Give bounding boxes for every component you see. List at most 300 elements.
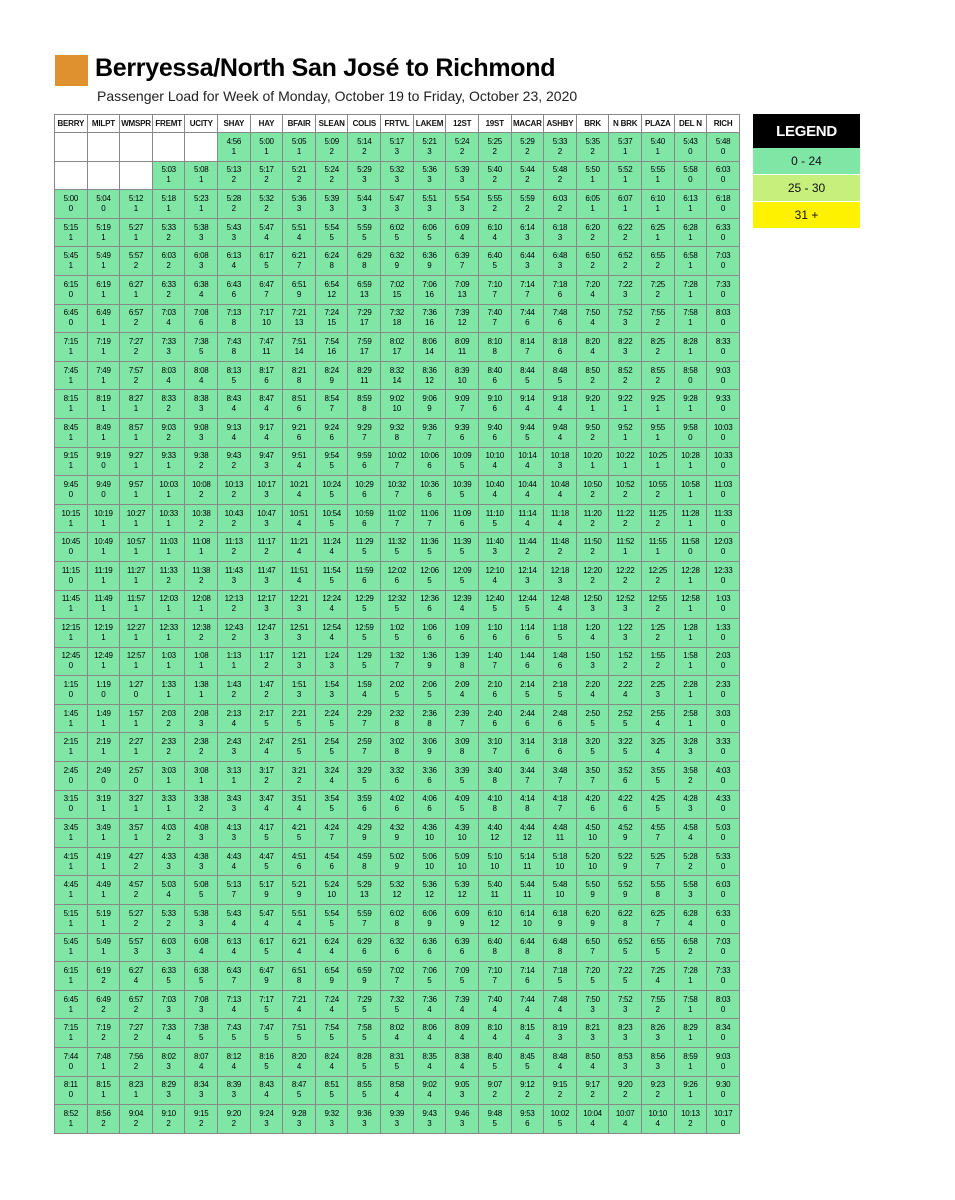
departure-cell xyxy=(478,933,511,962)
departure-time: 6:43 xyxy=(226,279,242,289)
departure-cell xyxy=(55,819,88,848)
departure-time: 6:17 xyxy=(259,251,274,261)
departure-time: 4:24 xyxy=(324,823,339,833)
departure-time: 5:32 xyxy=(389,165,405,175)
departure-time: 6:09 xyxy=(454,222,470,232)
passenger-load: 1 xyxy=(68,232,74,242)
departure-time: 9:24 xyxy=(259,1108,274,1118)
departure-time: 5:25 xyxy=(487,136,502,146)
trip-row xyxy=(55,704,740,733)
station-header: ASHBY xyxy=(544,115,577,133)
passenger-load: 9 xyxy=(394,261,400,271)
departure-cell xyxy=(641,847,674,876)
departure-time: 2:20 xyxy=(585,680,600,690)
passenger-load: 3 xyxy=(557,232,563,242)
station-header: BERRY xyxy=(55,115,88,133)
departure-time: 10:50 xyxy=(583,479,602,489)
departure-cell xyxy=(381,247,414,276)
passenger-load: 5 xyxy=(427,232,432,242)
departure-cell xyxy=(55,619,88,648)
departure-cell xyxy=(250,733,283,762)
departure-cell xyxy=(446,819,479,848)
departure-time: 9:47 xyxy=(259,451,274,461)
departure-time: 7:14 xyxy=(520,966,535,976)
departure-time: 6:33 xyxy=(161,966,176,976)
departure-cell xyxy=(381,190,414,219)
departure-cell xyxy=(381,1105,414,1134)
passenger-load: 1 xyxy=(688,1033,693,1043)
departure-cell xyxy=(348,247,381,276)
passenger-load: 1 xyxy=(264,146,269,156)
passenger-load: 7 xyxy=(459,261,465,271)
passenger-load: 0 xyxy=(720,604,726,614)
passenger-load: 4 xyxy=(231,918,237,928)
departure-cell xyxy=(120,990,153,1019)
departure-cell xyxy=(185,704,218,733)
departure-time: 6:09 xyxy=(454,908,470,918)
departure-cell xyxy=(544,304,577,333)
departure-time: 9:28 xyxy=(683,394,698,404)
departure-time: 5:48 xyxy=(552,165,568,175)
passenger-load: 1 xyxy=(199,775,204,785)
departure-time: 5:39 xyxy=(454,165,470,175)
departure-cell xyxy=(55,590,88,619)
passenger-load: 2 xyxy=(231,632,237,642)
departure-cell xyxy=(87,1048,120,1077)
departure-cell xyxy=(87,418,120,447)
passenger-load: 6 xyxy=(394,947,400,957)
departure-cell xyxy=(120,733,153,762)
passenger-load: 4 xyxy=(264,804,269,814)
passenger-load: 2 xyxy=(590,518,595,528)
departure-time: 8:29 xyxy=(683,1023,698,1033)
empty-cell xyxy=(185,133,218,162)
passenger-load: 4 xyxy=(688,833,693,843)
passenger-load: 0 xyxy=(720,976,726,986)
departure-time: 7:09 xyxy=(454,279,470,289)
departure-cell xyxy=(576,361,609,390)
passenger-load: 12 xyxy=(522,833,532,843)
departure-time: 2:13 xyxy=(226,708,242,718)
departure-time: 5:40 xyxy=(650,136,665,146)
departure-time: 2:39 xyxy=(454,708,470,718)
departure-time: 5:43 xyxy=(226,222,242,232)
departure-time: 2:50 xyxy=(585,708,600,718)
departure-time: 2:44 xyxy=(520,708,535,718)
departure-cell xyxy=(641,590,674,619)
departure-time: 10:14 xyxy=(518,451,537,461)
departure-time: 7:58 xyxy=(357,1023,372,1033)
departure-time: 7:17 xyxy=(259,308,274,318)
departure-cell xyxy=(707,733,740,762)
departure-time: 6:33 xyxy=(715,222,731,232)
passenger-load: 2 xyxy=(166,261,171,271)
departure-time: 8:45 xyxy=(520,1051,535,1061)
departure-time: 8:10 xyxy=(487,1023,502,1033)
passenger-load: 1 xyxy=(655,175,660,185)
departure-time: 4:21 xyxy=(291,823,307,833)
departure-cell xyxy=(315,1076,348,1105)
departure-cell xyxy=(544,590,577,619)
departure-time: 8:47 xyxy=(291,1080,307,1090)
departure-time: 6:27 xyxy=(128,966,144,976)
passenger-load: 1 xyxy=(133,604,139,614)
passenger-load: 0 xyxy=(720,918,726,928)
departure-cell xyxy=(674,790,707,819)
departure-time: 5:49 xyxy=(96,251,111,261)
passenger-load: 5 xyxy=(459,489,465,499)
passenger-load: 2 xyxy=(231,461,237,471)
departure-time: 10:58 xyxy=(681,479,700,489)
passenger-load: 7 xyxy=(296,261,302,271)
departure-time: 8:06 xyxy=(422,336,437,346)
departure-time: 10:36 xyxy=(420,479,439,489)
passenger-load: 6 xyxy=(427,632,432,642)
departure-cell xyxy=(446,676,479,705)
passenger-load: 5 xyxy=(590,747,595,757)
departure-cell xyxy=(381,218,414,247)
departure-time: 3:24 xyxy=(324,765,339,775)
departure-cell xyxy=(348,876,381,905)
departure-time: 6:44 xyxy=(520,251,535,261)
departure-time: 7:44 xyxy=(520,994,535,1004)
station-header-row xyxy=(55,115,740,133)
departure-cell xyxy=(674,847,707,876)
station-header: DEL N xyxy=(674,115,707,133)
passenger-load: 3 xyxy=(166,346,171,356)
departure-cell xyxy=(250,304,283,333)
departure-time: 3:19 xyxy=(96,794,111,804)
passenger-load: 4 xyxy=(296,947,302,957)
departure-time: 6:40 xyxy=(487,251,502,261)
passenger-load: 2 xyxy=(231,175,237,185)
departure-cell xyxy=(218,247,251,276)
departure-cell xyxy=(478,1076,511,1105)
departure-time: 10:10 xyxy=(485,451,504,461)
passenger-load: 13 xyxy=(457,289,467,299)
departure-time: 1:38 xyxy=(194,680,209,690)
passenger-load: 6 xyxy=(492,632,497,642)
passenger-load: 4 xyxy=(590,690,595,700)
passenger-load: 7 xyxy=(362,918,367,928)
passenger-load: 8 xyxy=(394,432,400,442)
passenger-load: 5 xyxy=(394,547,400,557)
passenger-load: 5 xyxy=(329,718,334,728)
passenger-load: 0 xyxy=(68,489,74,499)
passenger-load: 5 xyxy=(459,976,465,986)
departure-cell xyxy=(348,504,381,533)
passenger-load: 5 xyxy=(394,604,400,614)
departure-cell xyxy=(185,447,218,476)
departure-cell xyxy=(348,561,381,590)
passenger-load: 1 xyxy=(166,632,171,642)
departure-time: 6:58 xyxy=(683,251,698,261)
passenger-load: 1 xyxy=(133,718,139,728)
departure-cell xyxy=(315,361,348,390)
departure-time: 9:15 xyxy=(194,1108,209,1118)
departure-time: 8:50 xyxy=(585,365,600,375)
departure-cell xyxy=(674,876,707,905)
departure-time: 5:24 xyxy=(454,136,470,146)
passenger-load: 4 xyxy=(688,918,693,928)
departure-time: 5:03 xyxy=(715,823,731,833)
passenger-load: 1 xyxy=(101,747,106,757)
passenger-load: 9 xyxy=(427,918,432,928)
departure-time: 7:18 xyxy=(552,966,568,976)
passenger-load: 10 xyxy=(327,890,337,900)
departure-cell xyxy=(674,933,707,962)
passenger-load: 1 xyxy=(655,547,660,557)
departure-time: 9:53 xyxy=(520,1108,535,1118)
departure-time: 4:47 xyxy=(259,851,274,861)
departure-cell xyxy=(283,676,316,705)
departure-cell xyxy=(511,476,544,505)
departure-cell xyxy=(55,333,88,362)
trip-row xyxy=(55,819,740,848)
departure-time: 2:29 xyxy=(357,708,372,718)
departure-cell xyxy=(641,418,674,447)
passenger-load: 3 xyxy=(296,690,302,700)
passenger-load: 4 xyxy=(459,690,465,700)
passenger-load: 1 xyxy=(133,461,139,471)
passenger-load: 2 xyxy=(231,518,237,528)
passenger-load: 4 xyxy=(590,346,595,356)
departure-cell xyxy=(315,533,348,562)
departure-time: 3:51 xyxy=(291,794,307,804)
passenger-load: 1 xyxy=(68,404,74,414)
passenger-load: 1 xyxy=(688,261,693,271)
departure-cell xyxy=(446,218,479,247)
departure-cell xyxy=(152,762,185,791)
passenger-load: 5 xyxy=(329,918,334,928)
departure-time: 11:45 xyxy=(61,594,80,604)
passenger-load: 2 xyxy=(688,775,693,785)
passenger-load: 5 xyxy=(492,604,497,614)
passenger-load: 6 xyxy=(557,346,563,356)
departure-time: 5:55 xyxy=(650,880,665,890)
departure-cell xyxy=(511,933,544,962)
departure-cell xyxy=(478,476,511,505)
departure-time: 3:13 xyxy=(226,765,242,775)
trip-row xyxy=(55,790,740,819)
departure-cell xyxy=(381,990,414,1019)
passenger-load: 5 xyxy=(166,976,171,986)
departure-time: 4:54 xyxy=(324,851,339,861)
departure-cell xyxy=(478,1105,511,1134)
departure-time: 8:55 xyxy=(650,365,665,375)
departure-cell xyxy=(478,819,511,848)
departure-cell xyxy=(185,333,218,362)
departure-time: 9:54 xyxy=(324,451,339,461)
passenger-load: 2 xyxy=(557,203,563,213)
departure-time: 7:59 xyxy=(357,336,372,346)
departure-time: 2:45 xyxy=(63,765,78,775)
departure-cell xyxy=(641,676,674,705)
departure-time: 11:33 xyxy=(714,508,733,518)
departure-cell xyxy=(120,847,153,876)
passenger-load: 9 xyxy=(427,404,432,414)
passenger-load: 4 xyxy=(329,604,334,614)
departure-time: 11:15 xyxy=(61,565,80,575)
departure-time: 2:49 xyxy=(96,765,111,775)
departure-time: 7:33 xyxy=(161,1023,176,1033)
departure-time: 4:25 xyxy=(650,794,665,804)
passenger-load: 13 xyxy=(294,318,304,328)
passenger-load: 10 xyxy=(425,861,434,871)
passenger-load: 7 xyxy=(427,518,432,528)
departure-cell xyxy=(674,390,707,419)
departure-time: 5:58 xyxy=(683,880,698,890)
passenger-load: 6 xyxy=(459,632,465,642)
departure-cell xyxy=(446,733,479,762)
passenger-load: 1 xyxy=(101,432,106,442)
departure-cell xyxy=(478,304,511,333)
departure-time: 2:59 xyxy=(357,737,372,747)
departure-cell xyxy=(511,190,544,219)
passenger-load: 1 xyxy=(101,261,106,271)
departure-time: 11:58 xyxy=(681,537,700,547)
departure-time: 6:39 xyxy=(454,937,470,947)
departure-cell xyxy=(641,905,674,934)
departure-cell xyxy=(55,247,88,276)
departure-time: 11:06 xyxy=(420,508,439,518)
departure-time: 12:38 xyxy=(191,622,211,632)
passenger-load: 1 xyxy=(688,232,693,242)
departure-cell xyxy=(641,133,674,162)
passenger-load: 9 xyxy=(427,261,432,271)
departure-time: 6:40 xyxy=(487,937,502,947)
station-header: PLAZA xyxy=(641,115,674,133)
departure-cell xyxy=(120,647,153,676)
departure-cell xyxy=(348,790,381,819)
passenger-load: 3 xyxy=(362,203,367,213)
passenger-load: 3 xyxy=(622,1033,628,1043)
departure-time: 2:47 xyxy=(259,737,274,747)
departure-time: 3:14 xyxy=(520,737,535,747)
departure-time: 8:43 xyxy=(259,1080,274,1090)
departure-cell xyxy=(609,561,642,590)
passenger-load: 0 xyxy=(720,718,726,728)
passenger-load: 1 xyxy=(199,175,204,185)
departure-cell xyxy=(87,1105,120,1134)
departure-time: 5:14 xyxy=(357,136,372,146)
passenger-load: 3 xyxy=(199,261,204,271)
passenger-load: 5 xyxy=(492,518,497,528)
departure-cell xyxy=(707,590,740,619)
passenger-load: 0 xyxy=(68,775,74,785)
departure-cell xyxy=(218,819,251,848)
passenger-load: 9 xyxy=(296,289,302,299)
departure-time: 7:40 xyxy=(487,994,502,1004)
passenger-load: 8 xyxy=(231,318,237,328)
departure-cell xyxy=(185,762,218,791)
departure-time: 5:27 xyxy=(128,222,144,232)
passenger-load: 5 xyxy=(362,1033,367,1043)
departure-cell xyxy=(185,504,218,533)
passenger-load: 13 xyxy=(359,289,369,299)
passenger-load: 2 xyxy=(655,575,660,585)
departure-cell xyxy=(348,676,381,705)
departure-time: 10:04 xyxy=(583,1108,602,1118)
departure-time: 6:48 xyxy=(552,937,568,947)
passenger-load: 5 xyxy=(329,747,334,757)
departure-cell xyxy=(315,676,348,705)
departure-time: 6:03 xyxy=(161,251,176,261)
departure-time: 12:09 xyxy=(452,565,472,575)
departure-cell xyxy=(446,247,479,276)
departure-cell xyxy=(576,762,609,791)
departure-cell xyxy=(576,1105,609,1134)
passenger-load: 5 xyxy=(525,432,530,442)
departure-time: 11:51 xyxy=(290,565,309,575)
passenger-load: 0 xyxy=(720,461,726,471)
passenger-load: 4 xyxy=(557,1004,563,1014)
departure-time: 7:52 xyxy=(617,308,633,318)
departure-time: 4:56 xyxy=(226,136,242,146)
departure-cell xyxy=(283,304,316,333)
departure-time: 6:14 xyxy=(520,908,535,918)
departure-cell xyxy=(609,218,642,247)
departure-time: 6:44 xyxy=(520,937,535,947)
departure-cell xyxy=(478,962,511,991)
departure-cell xyxy=(707,676,740,705)
departure-time: 11:19 xyxy=(94,565,113,575)
passenger-load: 15 xyxy=(327,318,337,328)
departure-time: 3:36 xyxy=(422,765,437,775)
departure-cell xyxy=(120,361,153,390)
departure-time: 10:54 xyxy=(322,508,341,518)
departure-cell xyxy=(283,590,316,619)
departure-time: 2:52 xyxy=(617,708,633,718)
departure-cell xyxy=(576,476,609,505)
departure-cell xyxy=(87,533,120,562)
passenger-load: 3 xyxy=(264,575,269,585)
empty-cell xyxy=(120,133,153,162)
departure-cell xyxy=(544,390,577,419)
departure-cell xyxy=(544,476,577,505)
departure-cell xyxy=(674,1105,707,1134)
departure-cell xyxy=(120,218,153,247)
departure-cell xyxy=(87,504,120,533)
departure-cell xyxy=(544,161,577,190)
departure-cell xyxy=(218,218,251,247)
trip-row xyxy=(55,190,740,219)
departure-cell xyxy=(674,247,707,276)
departure-cell xyxy=(544,133,577,162)
passenger-load: 3 xyxy=(459,1118,465,1128)
departure-time: 6:49 xyxy=(96,994,111,1004)
departure-cell xyxy=(674,333,707,362)
departure-time: 3:49 xyxy=(96,823,111,833)
passenger-load: 7 xyxy=(525,775,530,785)
departure-time: 6:45 xyxy=(63,308,78,318)
departure-cell xyxy=(120,1076,153,1105)
departure-cell xyxy=(283,733,316,762)
departure-time: 4:03 xyxy=(715,765,731,775)
passenger-load: 2 xyxy=(557,146,563,156)
departure-cell xyxy=(707,619,740,648)
departure-cell xyxy=(641,1076,674,1105)
departure-cell xyxy=(478,390,511,419)
passenger-load: 8 xyxy=(362,404,367,414)
departure-time: 4:10 xyxy=(487,794,502,804)
passenger-load: 0 xyxy=(720,232,726,242)
departure-time: 11:14 xyxy=(518,508,537,518)
departure-cell xyxy=(185,819,218,848)
departure-time: 11:22 xyxy=(616,508,635,518)
passenger-load: 4 xyxy=(264,918,269,928)
departure-time: 10:48 xyxy=(550,479,570,489)
